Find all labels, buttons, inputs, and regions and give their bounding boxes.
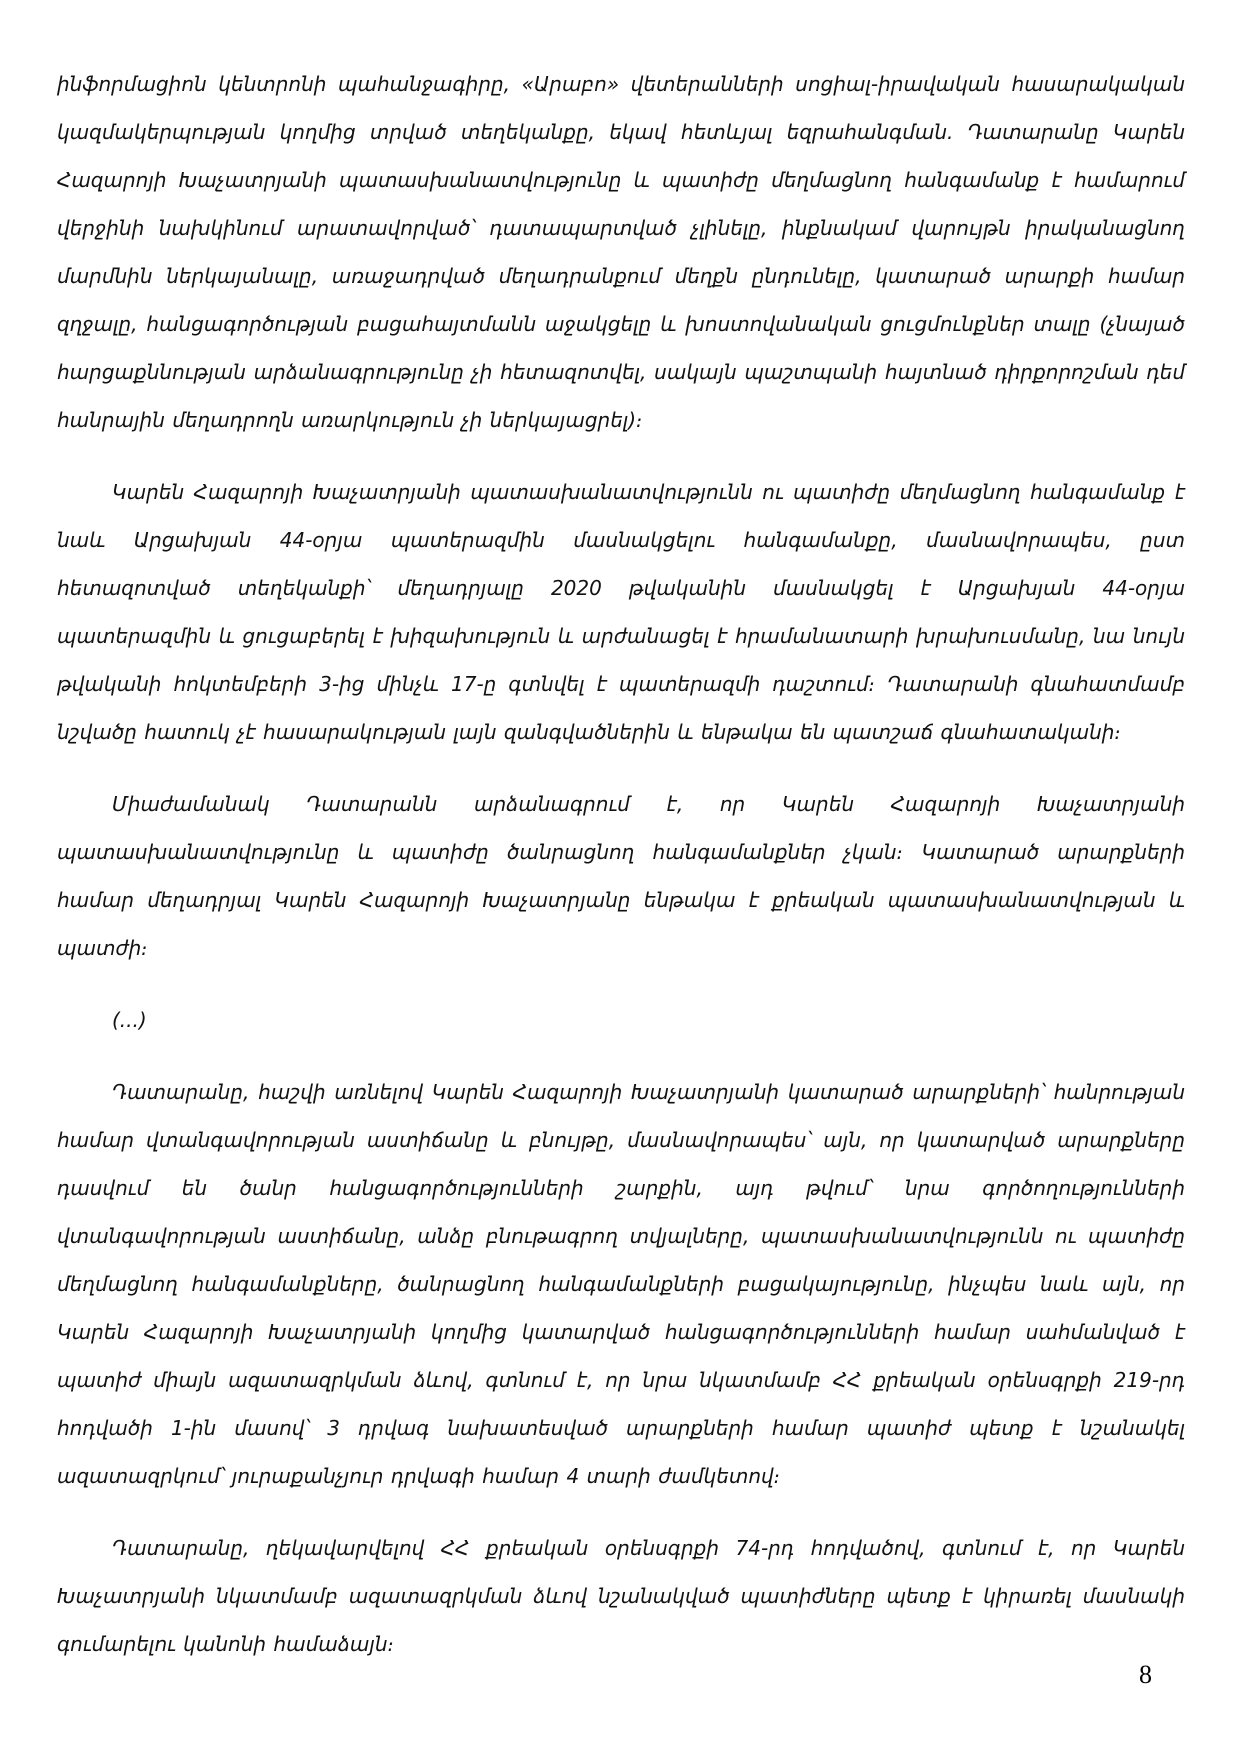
document-body — [57, 60, 1185, 1668]
body-paragraph-2: Կարեն Հազարոյի Խաչատրյանի պատասխանատվությունն ու պատիժը մեղմացնող հանգամանք է նաև Արցախյան 44-օրյա պատերազմին մասնակցելու հանգամանքը, մասնավորապես, ըստ հետազոտված տեղեկանքի՝ մեղադրյալը 2020 թվականին մասնակցել է Արցախյան 44-օրյա պատերազմին և ցուցաբերել է խիզախություն և արժանացել է հրամանատարի խրախուսմանը, նա նույն թվականի հոկտեմբերի 3-ից մինչև 17-ը գտնվել է պատերազմի դաշտում։ Դատարանի գնահատմամբ նշվածը հատուկ չէ հասարակության լայն զանգվածներին և ենթակա են պատշաճ գնահատականի։ — [57, 480, 1185, 744]
body-paragraph-3: Միաժամանակ Դատարանն արձանագրում է, որ Կարեն Հազարոյի Խաչատրյանի պատասխանատվությունը և պատիժը ծանրացնող հանգամանքներ չկան։ Կատարած արարքների համար մեղադրյալ Կարեն Հազարոյի Խաչատրյանը ենթակա է քրեական պատասխանատվության և պատժի։ — [57, 792, 1185, 960]
body-paragraph-omission: (...) — [112, 1008, 147, 1032]
body-paragraph-1: ինֆորմացիոն կենտրոնի պահանջագիրը, «Արաբո» վետերանների սոցիալ-իրավական հասարակական կազմակերպության կողմից տրված տեղեկանքը, եկավ հետևյալ եզրահանգման. Դատարանը Կարեն Հազարոյի Խաչատրյանի պատասխանատվությունը և պատիժը մեղմացնող հանգամանք է համարում վերջինի նախկինում արատավորված՝ դատապարտված չլինելը, ինքնակամ վարույթն իրականացնող մարմնին ներկայանալը, առաջադրված մեղադրանքում մեղքն ընդունելը, կատարած արարքի համար զղջալը, հանցագործության բացահայտմանն աջակցելը և խոստովանական ցուցմունքներ տալը (չնայած հարցաքննության արձանագրությունը չի հետազոտվել, սակայն պաշտպանի հայտնած դիրքորոշման դեմ հանրային մեղադրողն առարկություն չի ներկայացրել)։ — [57, 72, 1185, 432]
page-number: 8 — [1139, 1660, 1152, 1689]
body-paragraph-5: Դատարանը, ղեկավարվելով ՀՀ քրեական օրենսգրքի 74-րդ հոդվածով, գտնում է, որ Կարեն Խաչատրյանի նկատմամբ ազատազրկման ձևով նշանակված պատիժները պետք է կիրառել մասնակի գումարելու կանոնի համաձայն։ — [57, 1536, 1185, 1656]
body-paragraph-4: Դատարանը, հաշվի առնելով Կարեն Հազարոյի Խաչատրյանի կատարած արարքների՝ հանրության համար վտանգավորության աստիճանը և բնույթը, մասնավորապես՝ այն, որ կատարված արարքները դասվում են ծանր հանցագործությունների շարքին, այդ թվում՝ նրա գործողությունների վտանգավորության աստիճանը, անձը բնութագրող տվյալները, պատասխանատվությունն ու պատիժը մեղմացնող հանգամանքները, ծանրացնող հանգամանքների բացակայությունը, ինչպես նաև այն, որ Կարեն Հազարոյի Խաչատրյանի կողմից կատարված հանցագործությունների համար սահմանված է պատիժ միայն ազատազրկման ձևով, գտնում է, որ նրա նկատմամբ ՀՀ քրեական օրենսգրքի 219-րդ հոդվածի 1-ին մասով՝ 3 դրվագ նախատեսված արարքների համար պատիժ պետք է նշանակել ազատազրկում՝ յուրաքանչյուր դրվագի համար 4 տարի ժամկետով։ — [57, 1080, 1185, 1488]
